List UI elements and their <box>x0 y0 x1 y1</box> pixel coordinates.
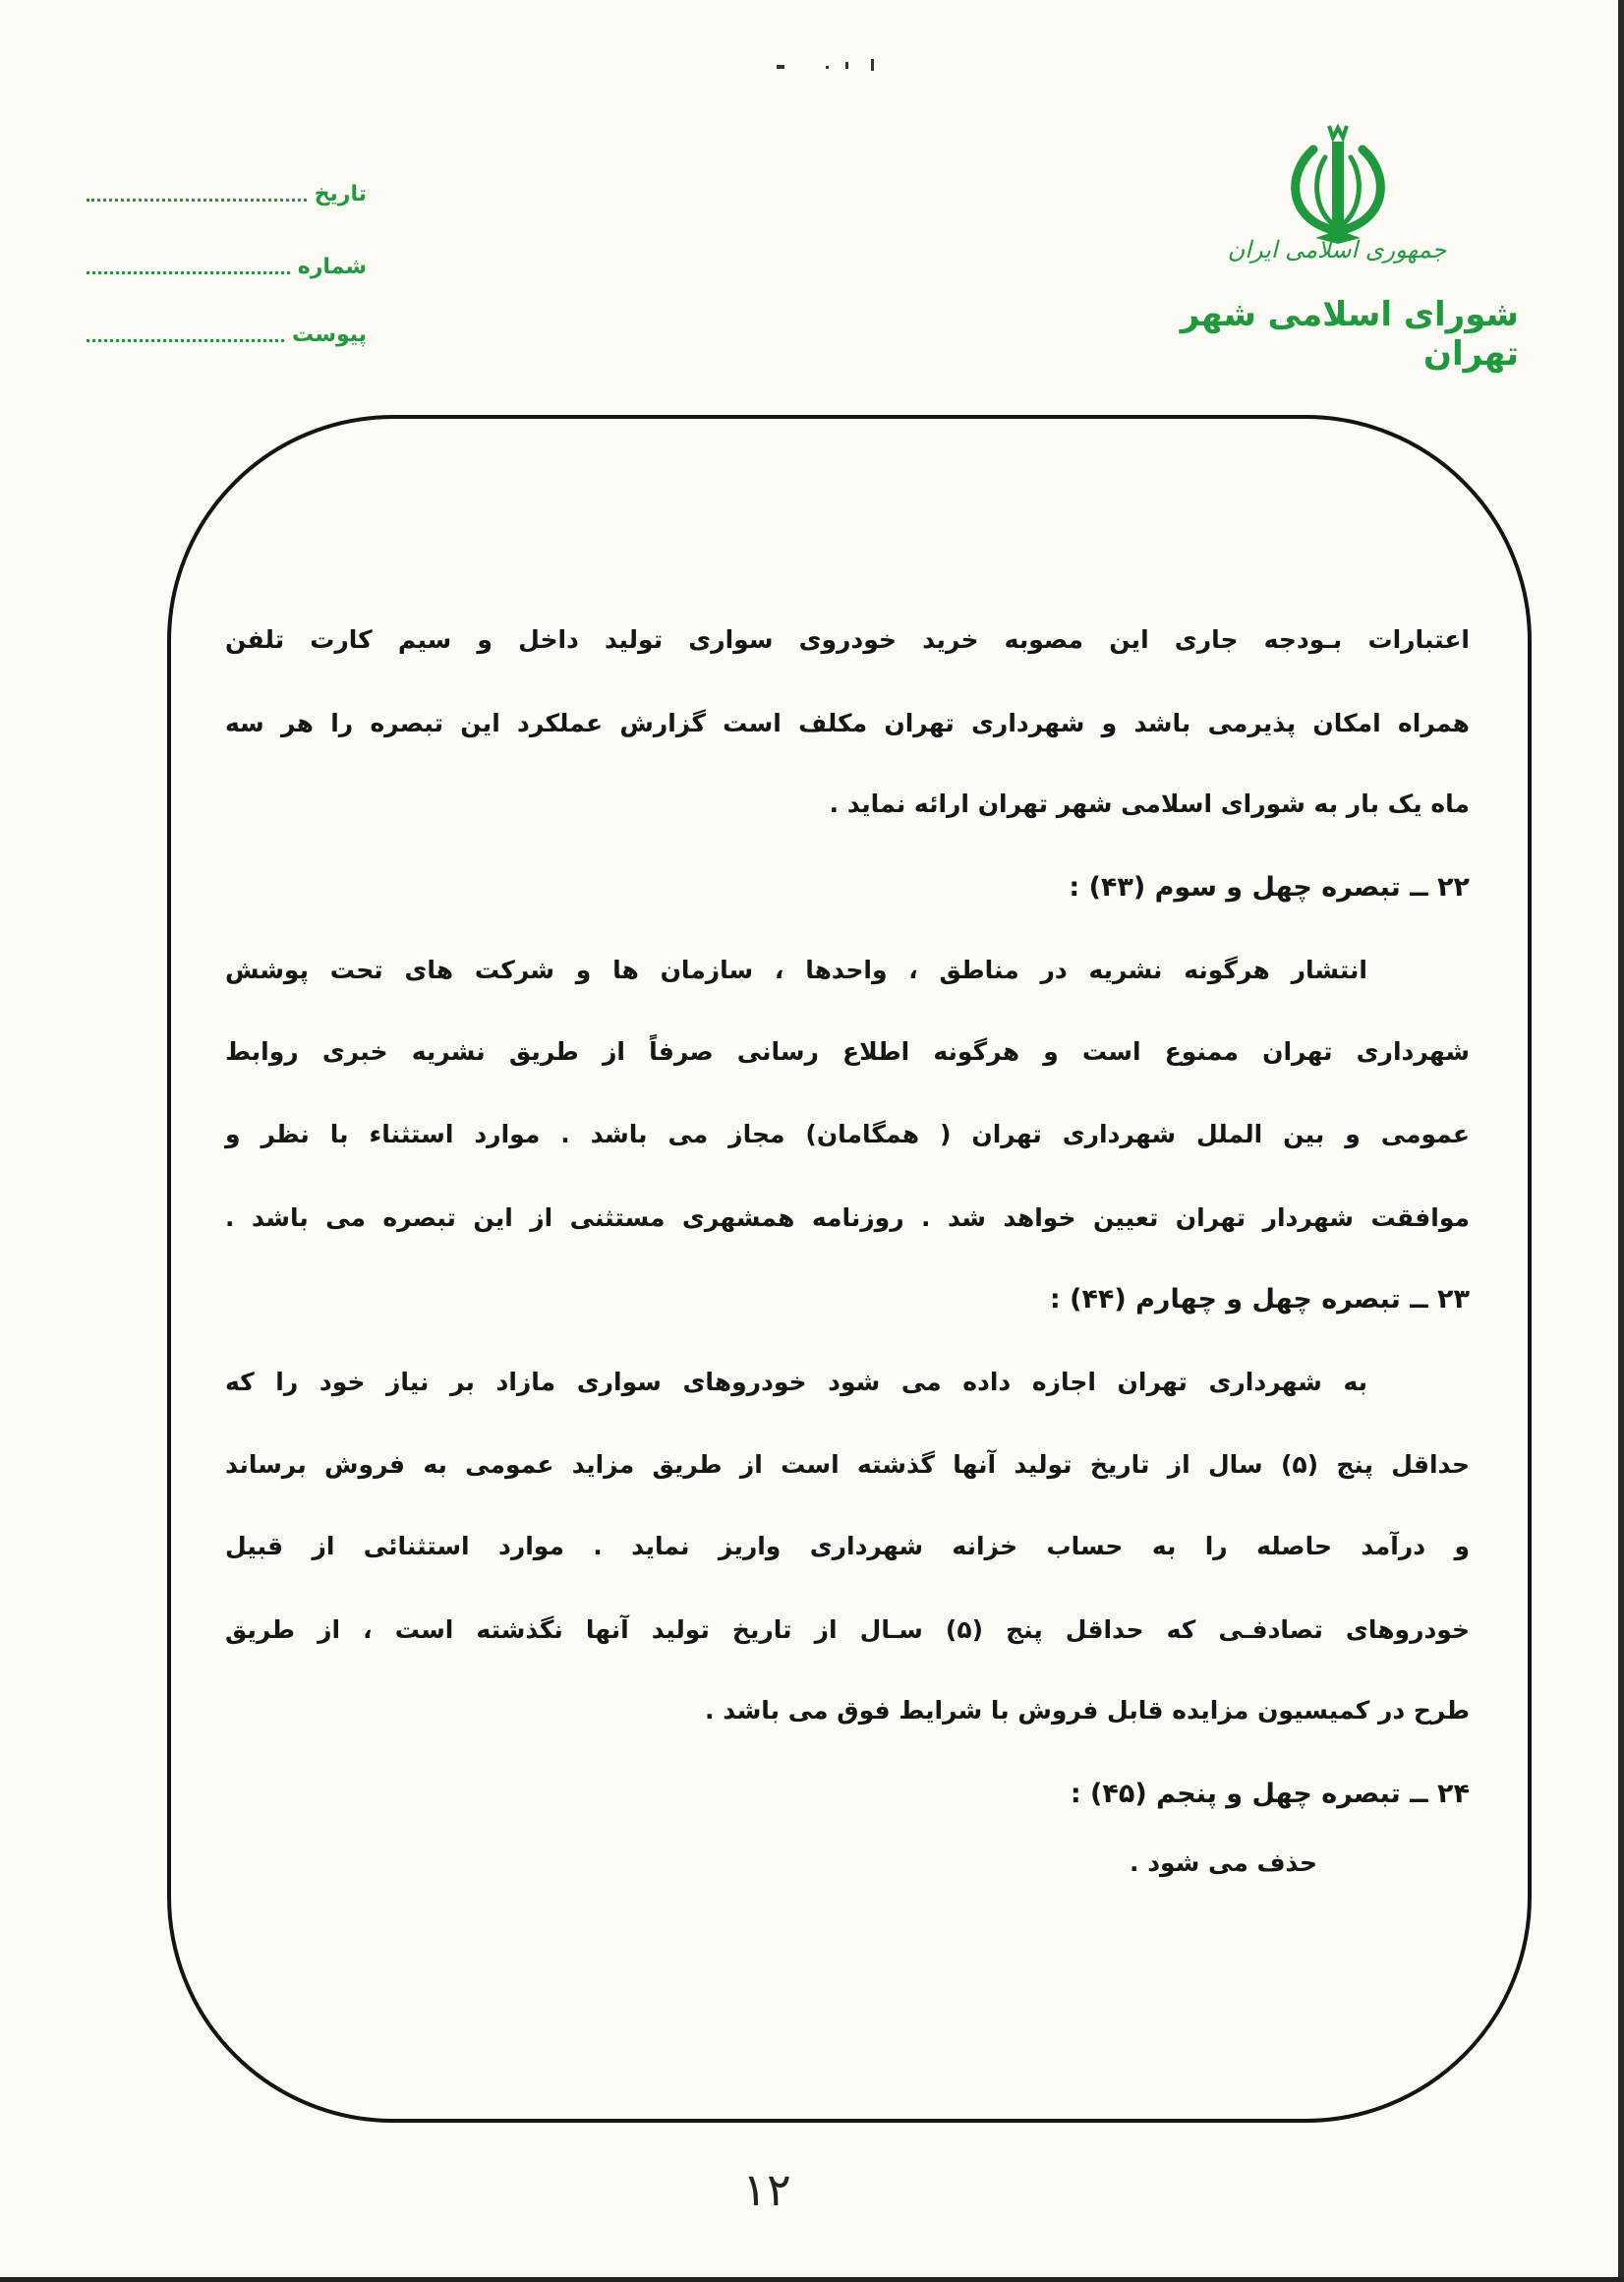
emblem-caption: جمهوری اسلامی ایران <box>1227 236 1447 263</box>
date-blank <box>87 187 307 202</box>
body-line: ماه یک بار به شورای اسلامی شهر تهران ارائه نماید . <box>829 790 1470 818</box>
body-line: خودروهای تصادفـی که حداقل پنج (۵) سـال از تاریخ تولید آنها نگذشته است ، از طریق <box>225 1615 1470 1644</box>
scan-edge <box>0 2277 1624 2282</box>
body-line: طرح در کمیسیون مزایده قابل فروش با شرایط فوق می باشد . <box>705 1696 1470 1725</box>
page-number: ۱۲ <box>742 2163 791 2216</box>
attachment-label: پیوست <box>292 322 367 347</box>
scan-edge <box>1618 0 1624 2282</box>
attachment-blank <box>87 327 284 342</box>
number-field <box>87 247 367 286</box>
scan-marks <box>777 59 885 73</box>
date-label: تاریخ <box>314 181 367 206</box>
body-line: حداقل پنج (۵) سال از تاریخ تولید آنها گذشته است از طریق مزاید عمومی به فروش برساند <box>225 1450 1471 1479</box>
attachment-field <box>87 315 367 354</box>
iran-emblem-logo <box>1276 120 1400 248</box>
date-field <box>87 174 367 213</box>
body-line: اعتبارات بـودجه جاری این مصوبه خرید خودروی سواری تولید داخل و سیم کارت تلفن <box>225 625 1470 654</box>
body-line: موافقت شهردار تهران تعیین خواهد شد . روزنامه همشهری مستثنی از این تبصره می باشد . <box>225 1203 1470 1232</box>
section-heading-45: ۲۴ ــ تبصره چهل و پنجم (۴۵) : <box>1070 1779 1470 1809</box>
body-line: به شهرداری تهران اجازه داده می شود خودروهای سواری مازاد بر نیاز خود را که <box>225 1368 1367 1396</box>
section-heading-43: ۲۲ ــ تبصره چهل و سوم (۴۳) : <box>1069 872 1470 903</box>
number-label: شماره <box>297 254 367 279</box>
body-line: شهرداری تهران ممنوع است و هرگونه اطلاع رسانی صرفاً از طریق نشریه خبری روابط <box>225 1037 1470 1066</box>
organization-title: شورای اسلامی شهر تهران <box>1180 295 1519 374</box>
body-line: عمومی و بین الملل شهرداری تهران ( همگامان) مجاز می باشد . موارد استثناء با نظر و <box>225 1120 1470 1148</box>
body-line: همراه امکان پذیرمی باشد و شهرداری تهران مکلف است گزارش عملکرد این تبصره را هر سه <box>225 709 1470 737</box>
body-line: انتشار هرگونه نشریه در مناطق ، واحدها ، سازمان ها و شرکت های تحت پوشش <box>225 956 1367 984</box>
body-line: و درآمد حاصله را به حساب خزانه شهرداری واریز نماید . موارد استثنائی از قبیل <box>225 1532 1470 1560</box>
section-heading-44: ۲۳ ــ تبصره چهل و چهارم (۴۴) : <box>1049 1284 1470 1315</box>
number-blank <box>87 260 290 274</box>
body-line: حذف می شود . <box>1130 1848 1317 1877</box>
